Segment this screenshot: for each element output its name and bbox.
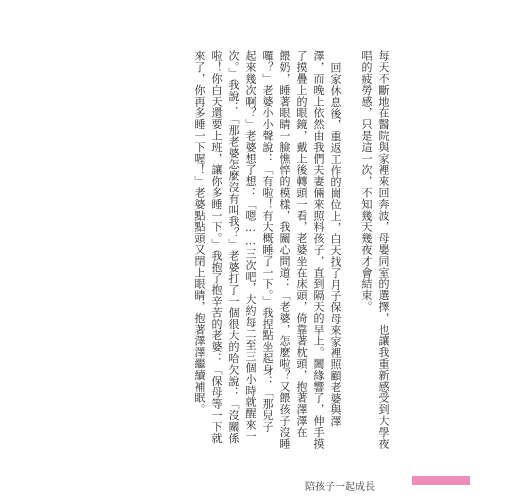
text-column-8: 起來幾次啊？」老婆想了想：「嗯……三次吧，大約每二至三個小時就醒來一 bbox=[244, 50, 257, 442]
text-column-7: 囉？」老婆小小聲說：「有啦！有大概睡了一下。」我捏點坐起身：「那兒子 bbox=[261, 50, 274, 433]
text-column-2: 唱的疲勞感，只是這一次，不知幾天幾夜才會結束。 bbox=[360, 50, 373, 313]
text-column-1: 每天不斷地在醫院與家裡來回奔波，母嬰同室的選擇，也讓我重新感受到大學夜 bbox=[377, 50, 390, 449]
footer-accent-bar bbox=[412, 476, 470, 485]
text-column-6: 餵奶，睡著眼睛一臉憔悴的模樣，我關心問道：「老婆，怎麼啦？又餵孩子沒睡 bbox=[278, 50, 291, 449]
text-column-9: 次。」我說：「那老婆怎麼沒有叫我？」老婆打了一個很大的哈欠說：「沒關係 bbox=[227, 50, 240, 444]
text-column-3: 回家休息後，重返工作的崗位上，白天找了月子保母來家裡照顧老婆與澤 bbox=[329, 62, 342, 427]
footer-book-title: 陪孩子一起成長 bbox=[305, 482, 375, 493]
text-column-11: 來了，你再多睡一下喔！」老婆點點頭又閉上眼睛，抱著澤澤繼續補眠。 bbox=[193, 50, 206, 415]
text-column-4: 澤，而晚上依然由我們夫妻倆來照料孩子，直到隔天的早上。闔緣響了，伸手摸 bbox=[312, 50, 325, 449]
text-column-5: 了摸疊上的眼鏡，戴上後轉頭一看，老婆坐在床頭，倚靠著枕頭，抱著澤澤在 bbox=[295, 50, 308, 438]
text-column-10: 啦！你白天還要上班，讓你多睡一下。」我抱了抱辛苦的老婆：「保母等一下就 bbox=[210, 50, 223, 444]
